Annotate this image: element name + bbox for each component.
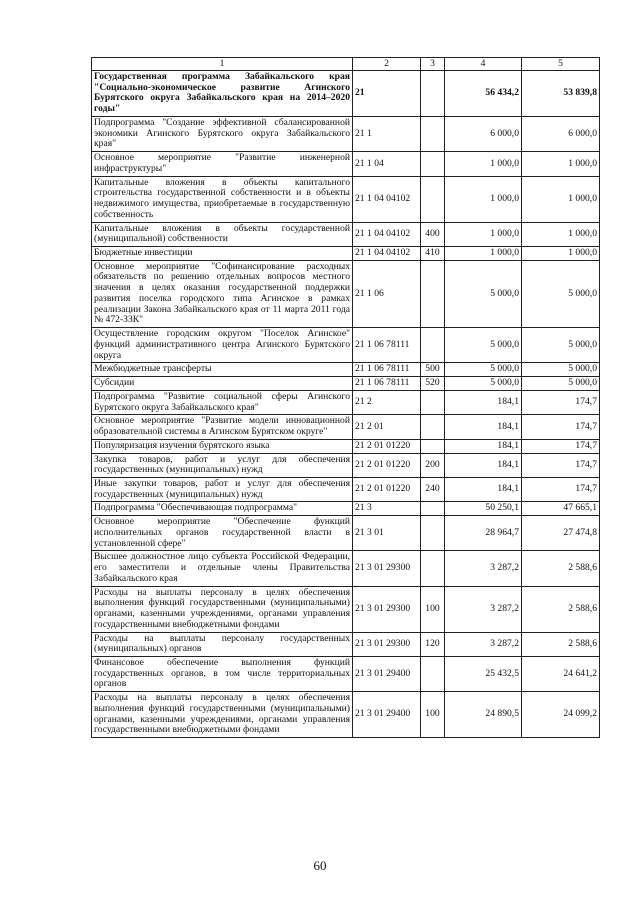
amount-year1-cell: 24 890,5	[445, 692, 522, 738]
table-row	[92, 502, 600, 516]
table-row	[92, 516, 600, 551]
target-article-cell: 21 1 04	[353, 152, 421, 176]
target-article-cell: 21 2 01 01220	[353, 477, 421, 501]
expense-name-cell: Капитальные вложения в объекты государственной (муниципальной) собственности	[92, 222, 353, 246]
amount-year2-cell: 1 000,0	[522, 152, 600, 176]
header-col-1: 1	[92, 58, 353, 71]
expense-name-cell: Расходы на выплаты персоналу в целях обеспечения выполнения функций государственными (муниципальными) органами, казенными учреждениями, органами управления государственными внебюджетными фондами	[92, 692, 353, 738]
expense-name-cell: Капитальные вложения в объекты капитального строительства государственной собственности и в объекты недвижимого имущества, приобретаемые в государственную собственность	[92, 176, 353, 222]
expense-name-cell: Осуществление городским округом "Поселок Агинское" функций административного центра Агинского Бурятского округа	[92, 328, 353, 363]
amount-year1-cell: 1 000,0	[445, 152, 522, 176]
expense-type-cell: 100	[421, 692, 445, 738]
target-article-cell: 21 1 06 78111	[353, 377, 421, 391]
amount-year2-cell: 53 839,8	[522, 71, 600, 117]
target-article-cell: 21 3 01	[353, 516, 421, 551]
expense-type-cell	[421, 176, 445, 222]
expense-name-cell: Бюджетные инвестиции	[92, 247, 353, 261]
amount-year1-cell: 184,1	[445, 477, 522, 501]
target-article-cell: 21 1 04 04102	[353, 222, 421, 246]
amount-year1-cell: 3 287,2	[445, 586, 522, 632]
amount-year1-cell: 1 000,0	[445, 222, 522, 246]
target-article-cell: 21 2 01 01220	[353, 453, 421, 477]
expense-name-cell: Популяризация изучения бурятского языка	[92, 439, 353, 453]
amount-year1-cell: 5 000,0	[445, 260, 522, 327]
amount-year2-cell: 1 000,0	[522, 222, 600, 246]
amount-year2-cell: 174,7	[522, 477, 600, 501]
table-row	[92, 176, 600, 222]
table-row	[92, 222, 600, 246]
amount-year1-cell: 184,1	[445, 453, 522, 477]
table-body	[92, 58, 600, 738]
expense-type-cell	[421, 152, 445, 176]
expense-name-cell: Основное мероприятие "Софинансирование расходных обязательств по решению отдельных вопросов местного значения в целях оказания государственной поддержки развития поселка городского типа Агинское в рамках реализации Закона Забайкальского края от 11 марта 2011 года № 472-ЗЗК"	[92, 260, 353, 327]
expense-type-cell: 410	[421, 247, 445, 261]
expense-name-cell: Основное мероприятие "Развитие модели инновационной образовательной системы в Агинском Бурятском округе"	[92, 415, 353, 439]
amount-year1-cell: 3 287,2	[445, 551, 522, 586]
amount-year2-cell: 1 000,0	[522, 247, 600, 261]
expense-name-cell: Субсидии	[92, 377, 353, 391]
target-article-cell: 21 2 01	[353, 415, 421, 439]
amount-year2-cell: 174,7	[522, 390, 600, 414]
table-row	[92, 439, 600, 453]
table-row	[92, 260, 600, 327]
target-article-cell: 21 1 06	[353, 260, 421, 327]
expense-name-cell: Межбюджетные трансферты	[92, 363, 353, 377]
table-row	[92, 377, 600, 391]
target-article-cell: 21 1 06 78111	[353, 363, 421, 377]
expense-name-cell: Подпрограмма "Создание эффективной сбалансированной экономики Агинского Бурятского округа Забайкальского края"	[92, 116, 353, 151]
target-article-cell: 21 2 01 01220	[353, 439, 421, 453]
table-row	[92, 415, 600, 439]
amount-year2-cell: 5 000,0	[522, 328, 600, 363]
expense-type-cell	[421, 328, 445, 363]
target-article-cell: 21 1	[353, 116, 421, 151]
expense-type-cell: 100	[421, 586, 445, 632]
amount-year2-cell: 27 474,8	[522, 516, 600, 551]
expense-type-cell	[421, 551, 445, 586]
amount-year1-cell: 1 000,0	[445, 247, 522, 261]
amount-year2-cell: 24 641,2	[522, 656, 600, 691]
amount-year1-cell: 50 250,1	[445, 502, 522, 516]
amount-year1-cell: 28 964,7	[445, 516, 522, 551]
table-header-row	[92, 58, 600, 71]
expense-name-cell: Подпрограмма "Развитие социальной сферы Агинского Бурятского округа Забайкальского края"	[92, 390, 353, 414]
table-row	[92, 152, 600, 176]
header-col-2: 2	[353, 58, 421, 71]
amount-year2-cell: 174,7	[522, 415, 600, 439]
expense-type-cell	[421, 116, 445, 151]
amount-year2-cell: 6 000,0	[522, 116, 600, 151]
target-article-cell: 21 3 01 29300	[353, 551, 421, 586]
table-row	[92, 586, 600, 632]
table-row	[92, 363, 600, 377]
target-article-cell: 21 3	[353, 502, 421, 516]
page-number: 60	[313, 858, 327, 873]
target-article-cell: 21 3 01 29400	[353, 692, 421, 738]
expense-name-cell: Основное мероприятие "Развитие инженерной инфраструктуры"	[92, 152, 353, 176]
amount-year1-cell: 184,1	[445, 415, 522, 439]
expense-type-cell: 240	[421, 477, 445, 501]
expense-type-cell: 200	[421, 453, 445, 477]
expense-name-cell: Основное мероприятие "Обеспечение функций исполнительных органов государственной власти в установленной сфере"	[92, 516, 353, 551]
table-row	[92, 390, 600, 414]
header-col-4: 4	[445, 58, 522, 71]
amount-year1-cell: 6 000,0	[445, 116, 522, 151]
amount-year2-cell: 24 099,2	[522, 692, 600, 738]
target-article-cell: 21 2	[353, 390, 421, 414]
amount-year1-cell: 3 287,2	[445, 632, 522, 656]
expense-name-cell: Расходы на выплаты персоналу в целях обеспечения выполнения функций государственными (муниципальными) органами, казенными учреждениями, органами управления государственными внебюджетными фондами	[92, 586, 353, 632]
table-row	[92, 656, 600, 691]
expense-type-cell	[421, 439, 445, 453]
target-article-cell: 21 1 04 04102	[353, 176, 421, 222]
expense-name-cell: Закупка товаров, работ и услуг для обеспечения государственных (муниципальных) нужд	[92, 453, 353, 477]
expense-name-cell: Подпрограмма "Обеспечивающая подпрограмма"	[92, 502, 353, 516]
header-col-3: 3	[421, 58, 445, 71]
amount-year1-cell: 184,1	[445, 390, 522, 414]
expense-name-cell: Иные закупки товаров, работ и услуг для обеспечения государственных (муниципальных) нужд	[92, 477, 353, 501]
expense-type-cell: 400	[421, 222, 445, 246]
target-article-cell: 21 3 01 29300	[353, 632, 421, 656]
amount-year2-cell: 2 588,6	[522, 551, 600, 586]
expense-type-cell	[421, 71, 445, 117]
expense-type-cell	[421, 390, 445, 414]
expense-type-cell	[421, 656, 445, 691]
header-col-5: 5	[522, 58, 600, 71]
expense-type-cell: 500	[421, 363, 445, 377]
amount-year1-cell: 184,1	[445, 439, 522, 453]
table-row	[92, 632, 600, 656]
amount-year1-cell: 5 000,0	[445, 328, 522, 363]
expense-type-cell	[421, 415, 445, 439]
amount-year2-cell: 5 000,0	[522, 363, 600, 377]
expense-name-cell: Высшее должностное лицо субъекта Российской Федерации, его заместители и отдельные члены Правительства Забайкальского края	[92, 551, 353, 586]
target-article-cell: 21 3 01 29300	[353, 586, 421, 632]
amount-year2-cell: 1 000,0	[522, 176, 600, 222]
expense-name-cell: Государственная программа Забайкальского края "Социально-экономическое развитие Агинского Бурятского округа Забайкальского края на 2014–2020 годы"	[92, 71, 353, 117]
expense-type-cell	[421, 516, 445, 551]
table-row	[92, 71, 600, 117]
amount-year1-cell: 5 000,0	[445, 363, 522, 377]
amount-year1-cell: 1 000,0	[445, 176, 522, 222]
expense-type-cell: 120	[421, 632, 445, 656]
table-row	[92, 247, 600, 261]
table-row	[92, 453, 600, 477]
amount-year1-cell: 25 432,5	[445, 656, 522, 691]
expense-name-cell: Расходы на выплаты персоналу государственных (муниципальных) органов	[92, 632, 353, 656]
amount-year2-cell: 5 000,0	[522, 260, 600, 327]
table-row	[92, 551, 600, 586]
expense-name-cell: Финансовое обеспечение выполнения функций государственных органов, в том числе территориальных органов	[92, 656, 353, 691]
target-article-cell: 21 3 01 29400	[353, 656, 421, 691]
table-row	[92, 692, 600, 738]
target-article-cell: 21	[353, 71, 421, 117]
amount-year2-cell: 174,7	[522, 439, 600, 453]
amount-year2-cell: 2 588,6	[522, 632, 600, 656]
table-row	[92, 328, 600, 363]
amount-year2-cell: 5 000,0	[522, 377, 600, 391]
amount-year2-cell: 47 665,1	[522, 502, 600, 516]
amount-year2-cell: 2 588,6	[522, 586, 600, 632]
amount-year2-cell: 174,7	[522, 453, 600, 477]
amount-year1-cell: 56 434,2	[445, 71, 522, 117]
expense-type-cell: 520	[421, 377, 445, 391]
target-article-cell: 21 1 04 04102	[353, 247, 421, 261]
expense-type-cell	[421, 260, 445, 327]
target-article-cell: 21 1 06 78111	[353, 328, 421, 363]
expense-type-cell	[421, 502, 445, 516]
table-row	[92, 116, 600, 151]
table-row	[92, 477, 600, 501]
budget-table	[91, 57, 600, 738]
amount-year1-cell: 5 000,0	[445, 377, 522, 391]
